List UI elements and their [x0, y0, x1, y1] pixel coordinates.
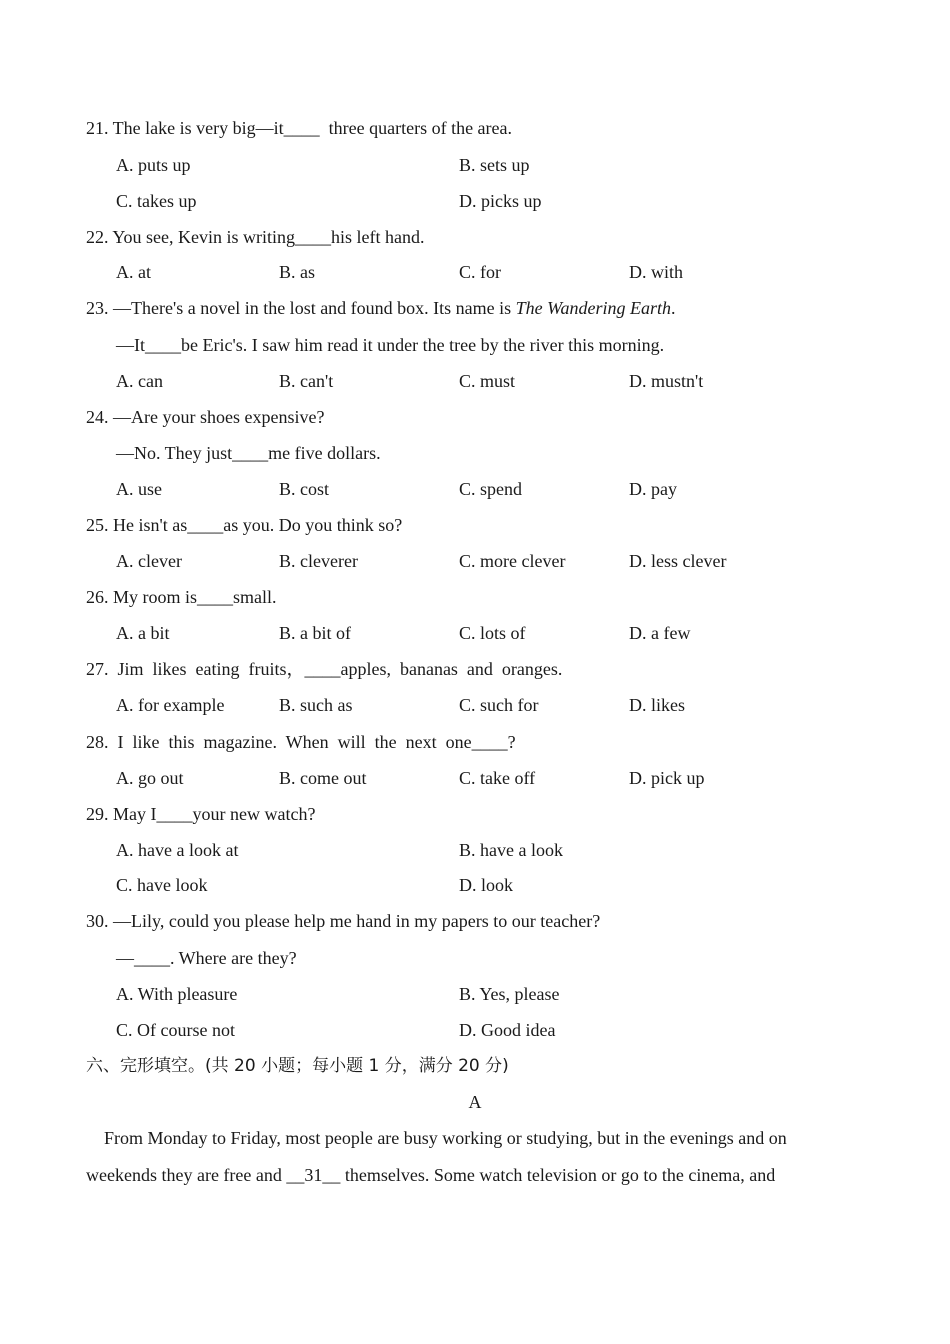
question-29-option-c: C. have look — [116, 875, 208, 895]
question-25-stem: 25. He isn't as____as you. Do you think so? — [86, 515, 403, 535]
question-24-option-d: D. pay — [629, 479, 677, 499]
question-27-stem: 27. Jim likes eating fruits，____apples, bananas and oranges. — [86, 659, 563, 679]
question-23-option-d: D. mustn't — [629, 371, 704, 391]
question-25-option-b: B. cleverer — [279, 551, 358, 571]
question-28-option-a: A. go out — [116, 768, 184, 788]
question-28-option-b: B. come out — [279, 768, 367, 788]
question-21-option-c: C. takes up — [116, 191, 197, 211]
question-21-option-a: A. puts up — [116, 155, 191, 175]
question-24-option-a: A. use — [116, 479, 162, 499]
passage-label: A — [468, 1092, 482, 1112]
question-27-option-b: B. such as — [279, 695, 353, 715]
question-26-stem: 26. My room is____small. — [86, 587, 277, 607]
question-29-option-a: A. have a look at — [116, 840, 239, 860]
question-30-stem: 30. —Lily, could you please help me hand in my papers to our teacher? — [86, 911, 601, 931]
question-27-option-d: D. likes — [629, 695, 685, 715]
question-22-option-b: B. as — [279, 262, 315, 282]
question-26-option-b: B. a bit of — [279, 623, 351, 643]
question-30-reply: —____. Where are they? — [116, 948, 297, 968]
question-29-option-d: D. look — [459, 875, 513, 895]
question-26-option-a: A. a bit — [116, 623, 170, 643]
passage-line-1: From Monday to Friday, most people are busy working or studying, but in the evenings and on — [86, 1128, 787, 1148]
question-28-option-c: C. take off — [459, 768, 536, 788]
question-24-option-c: C. spend — [459, 479, 522, 499]
question-26-option-c: C. lots of — [459, 623, 526, 643]
question-30-option-d: D. Good idea — [459, 1020, 556, 1040]
question-23-option-a: A. can — [116, 371, 163, 391]
question-23-option-c: C. must — [459, 371, 516, 391]
question-28-stem: 28. I like this magazine. When will the next one____? — [86, 732, 516, 752]
question-29-stem: 29. May I____your new watch? — [86, 804, 316, 824]
question-21-option-d: D. picks up — [459, 191, 542, 211]
question-21-option-b: B. sets up — [459, 155, 530, 175]
section-heading: 六、完形填空。(共 20 小题；每小题 1 分，满分 20 分) — [86, 1056, 509, 1076]
question-23-stem-text: 23. —There's a novel in the lost and found box. Its name is — [86, 298, 516, 318]
passage-line-2: weekends they are free and __31__ themselves. Some watch television or go to the cinema, and — [86, 1165, 776, 1185]
question-30-option-b: B. Yes, please — [459, 984, 560, 1004]
question-29-option-b: B. have a look — [459, 840, 563, 860]
question-30-option-c: C. Of course not — [116, 1020, 235, 1040]
question-22-option-d: D. with — [629, 262, 683, 282]
question-23-reply: —It____be Eric's. I saw him read it under the tree by the river this morning. — [116, 335, 665, 355]
question-24-stem: 24. —Are your shoes expensive? — [86, 407, 325, 427]
question-24-option-b: B. cost — [279, 479, 330, 499]
question-23-option-b: B. can't — [279, 371, 334, 391]
question-30-option-a: A. With pleasure — [116, 984, 238, 1004]
question-25-option-d: D. less clever — [629, 551, 727, 571]
question-22-option-c: C. for — [459, 262, 501, 282]
question-27-option-a: A. for example — [116, 695, 225, 715]
question-23-stem — [86, 297, 676, 319]
question-25-option-a: A. clever — [116, 551, 182, 571]
question-21-stem: 21. The lake is very big—it____ three quarters of the area. — [86, 118, 513, 138]
question-27-option-c: C. such for — [459, 695, 539, 715]
question-26-option-d: D. a few — [629, 623, 691, 643]
novel-title: The Wandering Earth — [515, 298, 672, 318]
question-28-option-d: D. pick up — [629, 768, 705, 788]
question-22-stem: 22. You see, Kevin is writing____his left hand. — [86, 227, 425, 247]
question-25-option-c: C. more clever — [459, 551, 566, 571]
question-22-option-a: A. at — [116, 262, 151, 282]
question-23-stem-end: . — [671, 298, 676, 318]
question-24-reply: —No. They just____me five dollars. — [116, 443, 381, 463]
